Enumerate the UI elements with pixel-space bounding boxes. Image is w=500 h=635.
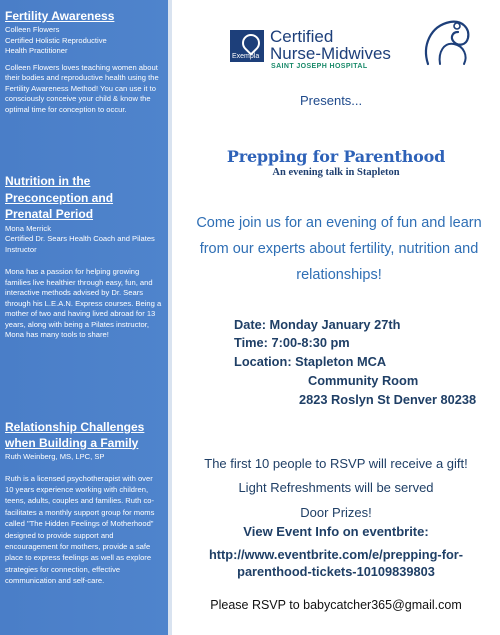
section-heading: Fertility Awareness bbox=[5, 9, 115, 23]
gift-notice: The first 10 people to RSVP will receive a gift! bbox=[204, 456, 468, 471]
event-intro: Come join us for an evening of fun and learn from our experts about fertility, nutrition and relationships! bbox=[196, 215, 482, 283]
event-time: Time: 7:00-8:30 pm bbox=[234, 335, 350, 350]
logo-text-line1: Certified bbox=[270, 27, 334, 46]
event-subtitle: An evening talk in Stapleton bbox=[272, 167, 400, 178]
speaker-section-relationships bbox=[5, 420, 163, 587]
eventbrite-heading: View Event Info on eventbrite: bbox=[243, 524, 429, 539]
event-date: Date: Monday January 27th bbox=[234, 317, 401, 332]
refreshments-notice: Light Refreshments will be served bbox=[238, 480, 434, 495]
section-heading: Nutrition in the Preconception and Prenatal Period bbox=[5, 174, 114, 221]
speaker-section-fertility bbox=[5, 9, 163, 115]
hospital-logo bbox=[230, 16, 495, 80]
speaker-name-title: Ruth Weinberg, MS, LPC, SP bbox=[5, 452, 105, 461]
exempla-label: Exempla bbox=[232, 53, 260, 60]
speaker-bio: Ruth is a licensed psychotherapist with over 10 years experience working with children, teens, adults, couples and families. Ruth co-facilitates a monthly support group for moms called "The Hidden Feelings of Motherhood" designed to provide support and encouragement for mothers, provide a safe place to express feelings as well as explore strategies for connection, effective communication and self-care. bbox=[5, 473, 155, 586]
speaker-section-nutrition bbox=[5, 173, 163, 341]
rsvp-email[interactable]: Please RSVP to babycatcher365@gmail.com bbox=[210, 598, 462, 612]
exempla-logo-mark bbox=[230, 30, 264, 62]
logo-text-hospital: SAINT JOSEPH HOSPITAL bbox=[271, 63, 368, 70]
speaker-credentials bbox=[5, 25, 163, 57]
section-heading: Relationship Challenges when Building a Family bbox=[5, 420, 145, 450]
speaker-credentials bbox=[5, 452, 163, 463]
mother-child-logo-icon bbox=[420, 16, 476, 66]
speaker-bio: Mona has a passion for helping growing families live healthier through easy, fun, and interactive methods advised by Dr. Sears through his L.E.A.N. Express courses. Being a mother of two and having lived abroad for 13 years, along with being a Pilates instructor, Mona has many tools to share! bbox=[5, 267, 162, 339]
event-title: Prepping for Parenthood bbox=[226, 147, 446, 166]
logo-swoosh-icon bbox=[238, 30, 263, 55]
event-location: Location: Stapleton MCA bbox=[234, 354, 387, 369]
door-prizes-notice: Door Prizes! bbox=[300, 505, 372, 520]
main-flyer bbox=[172, 0, 500, 635]
presents-text: Presents... bbox=[300, 93, 363, 108]
speaker-credentials bbox=[5, 224, 163, 256]
eventbrite-link[interactable] bbox=[172, 546, 500, 580]
event-address: 2823 Roslyn St Denver 80238 bbox=[299, 392, 477, 407]
speaker-name-title: Mona Merrick Certified Dr. Sears Health Coach and Pilates Instructor bbox=[5, 223, 155, 254]
event-room: Community Room bbox=[308, 373, 419, 388]
eventbrite-link-line1[interactable]: http://www.eventbrite.com/e/prepping-for- bbox=[208, 547, 464, 562]
logo-text-line2: Nurse-Midwives bbox=[270, 44, 391, 63]
speaker-name-title: Colleen Flowers Certified Holistic Reproductive Health Practitioner bbox=[5, 25, 107, 55]
eventbrite-link-line2[interactable]: parenthood-tickets-10109839803 bbox=[237, 564, 435, 579]
speaker-sidebar bbox=[0, 0, 172, 635]
speaker-bio: Colleen Flowers loves teaching women about their bodies and reproductive health using the Fertility Awareness Method! You can use it to consciously conceive your child & know the optimal time for conception to occur. bbox=[5, 62, 159, 114]
